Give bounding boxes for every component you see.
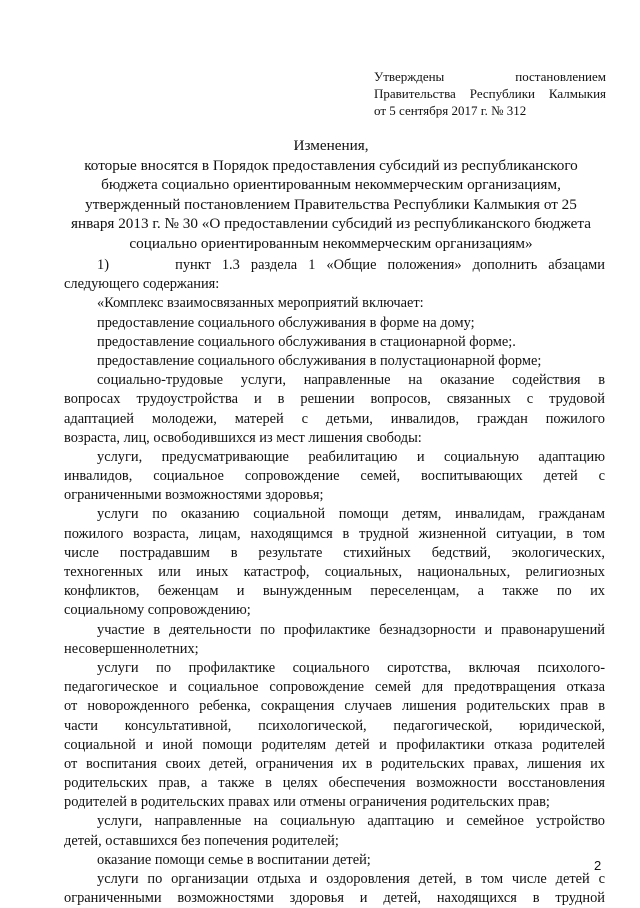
body-line: «Комплекс взаимосвязанных мероприятий включает: (97, 295, 424, 312)
document-title (56, 136, 606, 253)
body-line: от воспитания своих детей, ограничения их в родительских правах, лишения их (64, 755, 605, 772)
title-line: бюджета социально ориентированным некоммерческим организациям, (101, 176, 561, 193)
body-line: предоставление социального обслуживания в стационарной форме;. (97, 333, 516, 350)
body-line: социальной и иной помощи родителям детей и профилактики отказа родителей (64, 736, 605, 753)
approval-line: Утверждены постановлением (374, 69, 606, 84)
page-number: 2 (594, 858, 602, 873)
title-line: января 2013 г. № 30 «О предоставлении субсидий из республиканского бюджета (71, 215, 591, 232)
approval-stamp (374, 68, 606, 119)
title-line: социально ориентированным некоммерческим организациям» (129, 234, 533, 252)
body-line: следующего содержания: (64, 276, 220, 293)
body-line: родителей в родительских правах или отмены ограничения родительских прав; (64, 794, 550, 811)
body-line: социально-трудовые услуги, направленные на оказание содействия в (97, 372, 605, 389)
body-line: инвалидов, социальное сопровождение семей, воспитывающих детей с (64, 468, 605, 485)
body-line: услуги, направленные на социальную адаптацию и семейное устройство (97, 813, 605, 830)
body-line: предоставление социального обслуживания в форме на дому; (97, 314, 475, 331)
body-line: оказание помощи семье в воспитании детей; (97, 851, 371, 868)
body-line: части консультативной, психологической, педагогической, юридической, (64, 717, 605, 734)
body-line: участие в деятельности по профилактике безнадзорности и правонарушений (97, 621, 605, 638)
body-line: услуги по профилактике социального сиротства, включая психолого- (97, 659, 605, 676)
title-line: которые вносятся в Порядок предоставления субсидий из республиканского (84, 156, 578, 174)
body-line: несовершеннолетних; (64, 640, 199, 657)
body-line: услуги по оказанию социальной помощи детям, инвалидам, гражданам (97, 506, 605, 523)
body-line: ограниченными возможностями здоровья и детей, находящихся в трудной (64, 890, 605, 907)
body-line: техногенных или иных катастроф, социальных, национальных, религиозных (64, 564, 605, 580)
body-line: родительских прав, а также в целях обеспечения возможности восстановления (64, 775, 605, 792)
body-line: адаптацией молодежи, матерей с детьми, инвалидов, граждан пожилого (64, 410, 605, 427)
title-line: утвержденный постановлением Правительства Республики Калмыкия от 25 (85, 195, 577, 213)
body-line: предоставление социального обслуживания в полустационарной форме; (97, 352, 542, 369)
body-line: ограниченными возможностями здоровья; (64, 487, 324, 504)
title-line: Изменения, (293, 137, 369, 154)
body-line: вопросах трудоустройства и в решении вопросов, связанных с трудовой (64, 391, 605, 408)
approval-line: Правительства Республики Калмыкия (374, 86, 606, 101)
document-body (64, 256, 605, 908)
body-line: числе пострадавшим в результате стихийных бедствий, экологических, (64, 544, 605, 561)
body-line: услуги по организации отдыха и оздоровления детей, в том числе детей с (97, 871, 605, 887)
body-line: конфликтов, беженцам и вынужденным переселенцам, а также по их (64, 583, 605, 600)
approval-line: от 5 сентября 2017 г. № 312 (374, 103, 527, 118)
body-line: от новорожденного ребенка, сокращения случаев лишения родительских прав в (64, 698, 605, 715)
body-line: возраста, лиц, освободившихся из мест лишения свободы: (64, 429, 422, 446)
body-line: социальному сопровождению; (64, 602, 251, 619)
body-line: детей, оставшихся без попечения родителей; (64, 832, 339, 849)
body-line: услуги, предусматривающие реабилитацию и социальную адаптацию (97, 448, 605, 465)
body-line: пожилого возраста, лицам, находящимся в трудной жизненной ситуации, в том (64, 525, 605, 542)
body-line: педагогическое и социальное сопровождение семей для предотвращения отказа (64, 679, 605, 696)
body-line: 1) пункт 1.3 раздела 1 «Общие положения» дополнить абзацами (97, 257, 605, 273)
